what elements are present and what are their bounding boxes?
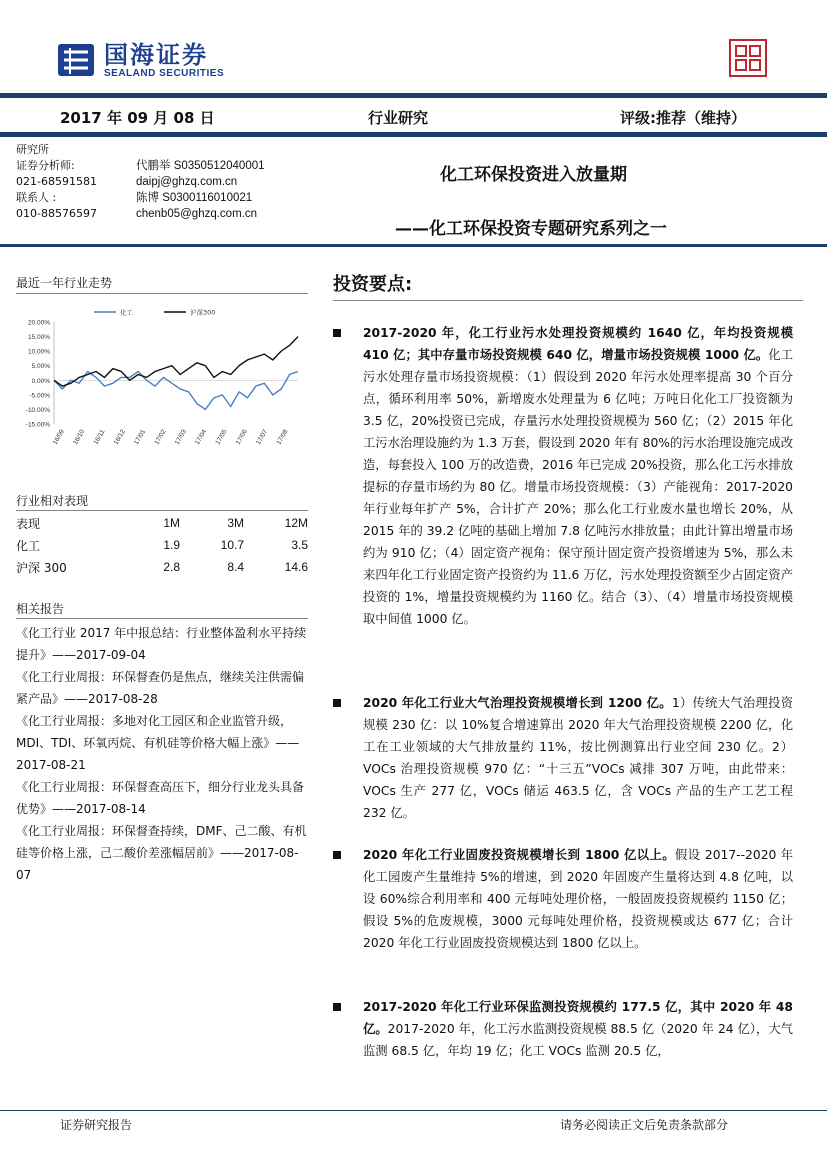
research-dept: 研究所 — [16, 143, 49, 156]
bullet-text: 假设 2017--2020 年化工园废产生量维持 5%的增速，到 2020 年固废产生量将达到 4.8 亿吨，以设 60%综合利用率和 400 元每吨处理价格，一般固废投资规模约 1150 亿；假设 5%的危废规模，3000 元每吨处理价格，投资规模或达 677 亿；合计 2020 年化工行业固废投资规模达到 1800 亿以上。 — [363, 848, 793, 950]
report-link[interactable]: 《化工行业 2017 年中报总结：行业整体盈利水平持续提升》——2017-09-04 — [16, 626, 307, 662]
header-band — [0, 93, 827, 137]
chart-legend — [94, 308, 215, 317]
y-tick-label: -15.00% — [25, 421, 50, 429]
x-tick-label: 17/07 — [255, 428, 270, 447]
x-tick-label: 17/05 — [214, 428, 229, 447]
analyst-row: 021-68591581 daipj@ghzq.com.cn — [16, 175, 238, 188]
y-tick-label: -5.00% — [29, 392, 50, 400]
y-tick-label: 5.00% — [31, 363, 50, 371]
series-line-沪深300 — [54, 337, 298, 387]
table-header-row: 表现 1M 3M 12M — [16, 516, 308, 531]
divider — [16, 618, 308, 619]
perf-title: 行业相对表现 — [16, 494, 89, 508]
logo-chinese: 国海证券 — [104, 40, 208, 69]
sealand-logo-icon — [56, 40, 96, 80]
bullet-lead: 2017-2020 年化工行业环保监测投资规模约 177.5 亿，其中 2020 年 48 亿。 — [363, 1000, 793, 1036]
bullet-item — [333, 844, 793, 954]
table-row: 沪深 300 2.8 8.4 14.6 — [16, 560, 308, 575]
y-tick-label: -10.00% — [25, 406, 50, 414]
bullet-text: 化工污水处理存量市场投资规模：（1）假设到 2020 年污水处理率提高 30 个百分点，循环利用率 50%，新增废水处理量为 6 亿吨；万吨日化化工厂投资额为 3.5 亿，20%投资已完成，存量污水处理投资规模为 560 亿；（2）2015 年化工污水治理设施约为 1.3 万套，假设到 2020 年有 80%的污水治理设施完成改造，每套投入 100 万的改造费，2016 年已完成 20%投资，那么化工污水排放提标的存量市场约为 80 亿。增量市场投资规模：（3）产能视角：2017-2020 年行业每年扩产 5%，合计扩产 20%；那么化工行业废水量也增长 20%，从 2015 年的 39.2 亿吨的基础上增加 7.8 亿吨污水排放量；由此计算出增量市场约为 910 亿；（4）固定资产视角：保守预计固定资产投资增速为 5%，那么未来四年化工行业固定资产投资约为 11.6 万亿，污水处理投资额至少占固定资产投资的 1%，增量投资规模约为 1160 亿。结合（3）、（4）增量市场投资规模取中间值 1000 亿。 — [363, 348, 793, 626]
table-row: 化工 1.9 10.7 3.5 — [16, 538, 308, 553]
x-tick-label: 17/03 — [173, 428, 188, 447]
x-tick-label: 16/09 — [51, 428, 66, 447]
related-reports — [16, 622, 310, 886]
divider — [0, 1110, 827, 1111]
document-title: 化工环保投资进入放量期 — [440, 165, 627, 185]
investment-highlights-heading: 投资要点: — [333, 274, 413, 295]
report-link[interactable]: 《化工行业周报：环保督查高压下，细分行业龙头具备优势》——2017-08-14 — [16, 780, 305, 816]
company-logo — [56, 40, 224, 80]
divider — [16, 510, 308, 511]
divider — [0, 244, 827, 247]
x-tick-label: 16/12 — [112, 428, 127, 447]
x-tick-label: 16/11 — [92, 428, 107, 446]
bullet-square-icon — [333, 329, 341, 337]
bullet-text: 1）传统大气治理投资规模 230 亿：以 10%复合增速算出 2020 年大气治理投资规模 2200 亿，化工在工业领域的大气排放量约 11%，按比例测算出行业空间 230 亿。2）VOCs 治理投资规模 970 亿：“十三五”VOCs 减排 307 万吨，由此带来：VOCs 生产 277 亿，VOCs 储运 463.5 亿，含 VOCs 产品的生产工艺工程 232 亿。 — [363, 696, 793, 820]
report-link[interactable]: 《化工行业周报：环保督查仍是焦点，继续关注供需偏紧产品》——2017-08-28 — [16, 670, 305, 706]
bullet-square-icon — [333, 699, 341, 707]
x-tick-label: 17/02 — [153, 428, 168, 447]
footer-left: 证券研究报告 — [60, 1118, 133, 1132]
bullet-item — [333, 996, 793, 1062]
bullet-lead: 2020 年化工行业固废投资规模增长到 1800 亿以上。 — [363, 848, 676, 862]
document-subtitle: ——化工环保投资专题研究系列之一 — [395, 219, 667, 239]
seal-stamp-icon — [728, 38, 768, 78]
analyst-row: 证券分析师: 代鹏举 S0350512040001 — [16, 159, 265, 172]
trend-title: 最近一年行业走势 — [16, 276, 113, 290]
divider — [16, 293, 308, 294]
bullet-lead: 2020 年化工行业大气治理投资规模增长到 1200 亿。 — [363, 696, 672, 710]
y-tick-label: 0.00% — [31, 377, 50, 385]
industry-trend-chart — [14, 304, 308, 449]
reports-title: 相关报告 — [16, 602, 65, 616]
x-tick-label: 17/01 — [133, 428, 148, 447]
footer-right: 请务必阅读正文后免责条款部分 — [560, 1118, 729, 1132]
series-line-化工 — [54, 372, 298, 410]
divider — [333, 300, 803, 301]
bullet-square-icon — [333, 1003, 341, 1011]
report-date: 2017 年 09 月 08 日 — [60, 109, 215, 127]
report-link[interactable]: 《化工行业周报：多地对化工园区和企业监管升级，MDI、TDI、环氧丙烷、有机硅等价格大幅上涨》——2017-08-21 — [16, 714, 300, 772]
chart-x-axis — [52, 428, 290, 446]
analyst-row: 联系人 : 陈博 S0300116010021 — [16, 191, 253, 204]
y-tick-label: 10.00% — [27, 348, 50, 356]
bullet-square-icon — [333, 851, 341, 859]
logo-english: SEALAND SECURITIES — [104, 67, 225, 79]
y-tick-label: 20.00% — [27, 319, 50, 327]
y-tick-label: 15.00% — [27, 334, 50, 342]
analyst-row: 010-88576597 chenb05@ghzq.com.cn — [16, 207, 257, 220]
x-tick-label: 17/06 — [234, 428, 249, 447]
bullet-text: 2017-2020 年，化工污水监测投资规模 88.5 亿（2020 年 24 亿），大气监测 68.5 亿，年均 19 亿；化工 VOCs 监测 20.5 亿， — [363, 1022, 793, 1058]
x-tick-label: 17/08 — [275, 428, 290, 447]
x-tick-label: 17/04 — [194, 428, 209, 447]
report-type: 行业研究 — [368, 109, 429, 127]
bullet-item — [333, 322, 793, 630]
bullet-item — [333, 692, 793, 824]
bullet-lead: 2017-2020 年，化工行业污水处理投资规模约 1640 亿，年均投资规模 410 亿；其中存量市场投资规模 640 亿，增量市场投资规模 1000 亿。 — [363, 326, 793, 362]
chart-series — [54, 337, 298, 410]
chart-y-axis — [26, 320, 298, 429]
legend-label: 化工 — [120, 308, 133, 317]
performance-table — [16, 512, 308, 578]
report-link[interactable]: 《化工行业周报：环保督查持续，DMF、己二酸、有机硅等价格上涨，己二酸价差涨幅居前》——2017-08-07 — [16, 824, 307, 882]
analyst-info — [16, 142, 265, 222]
legend-label: 沪深300 — [190, 308, 216, 317]
x-tick-label: 16/10 — [72, 428, 87, 447]
report-rating: 评级:推荐（维持） — [620, 109, 746, 127]
